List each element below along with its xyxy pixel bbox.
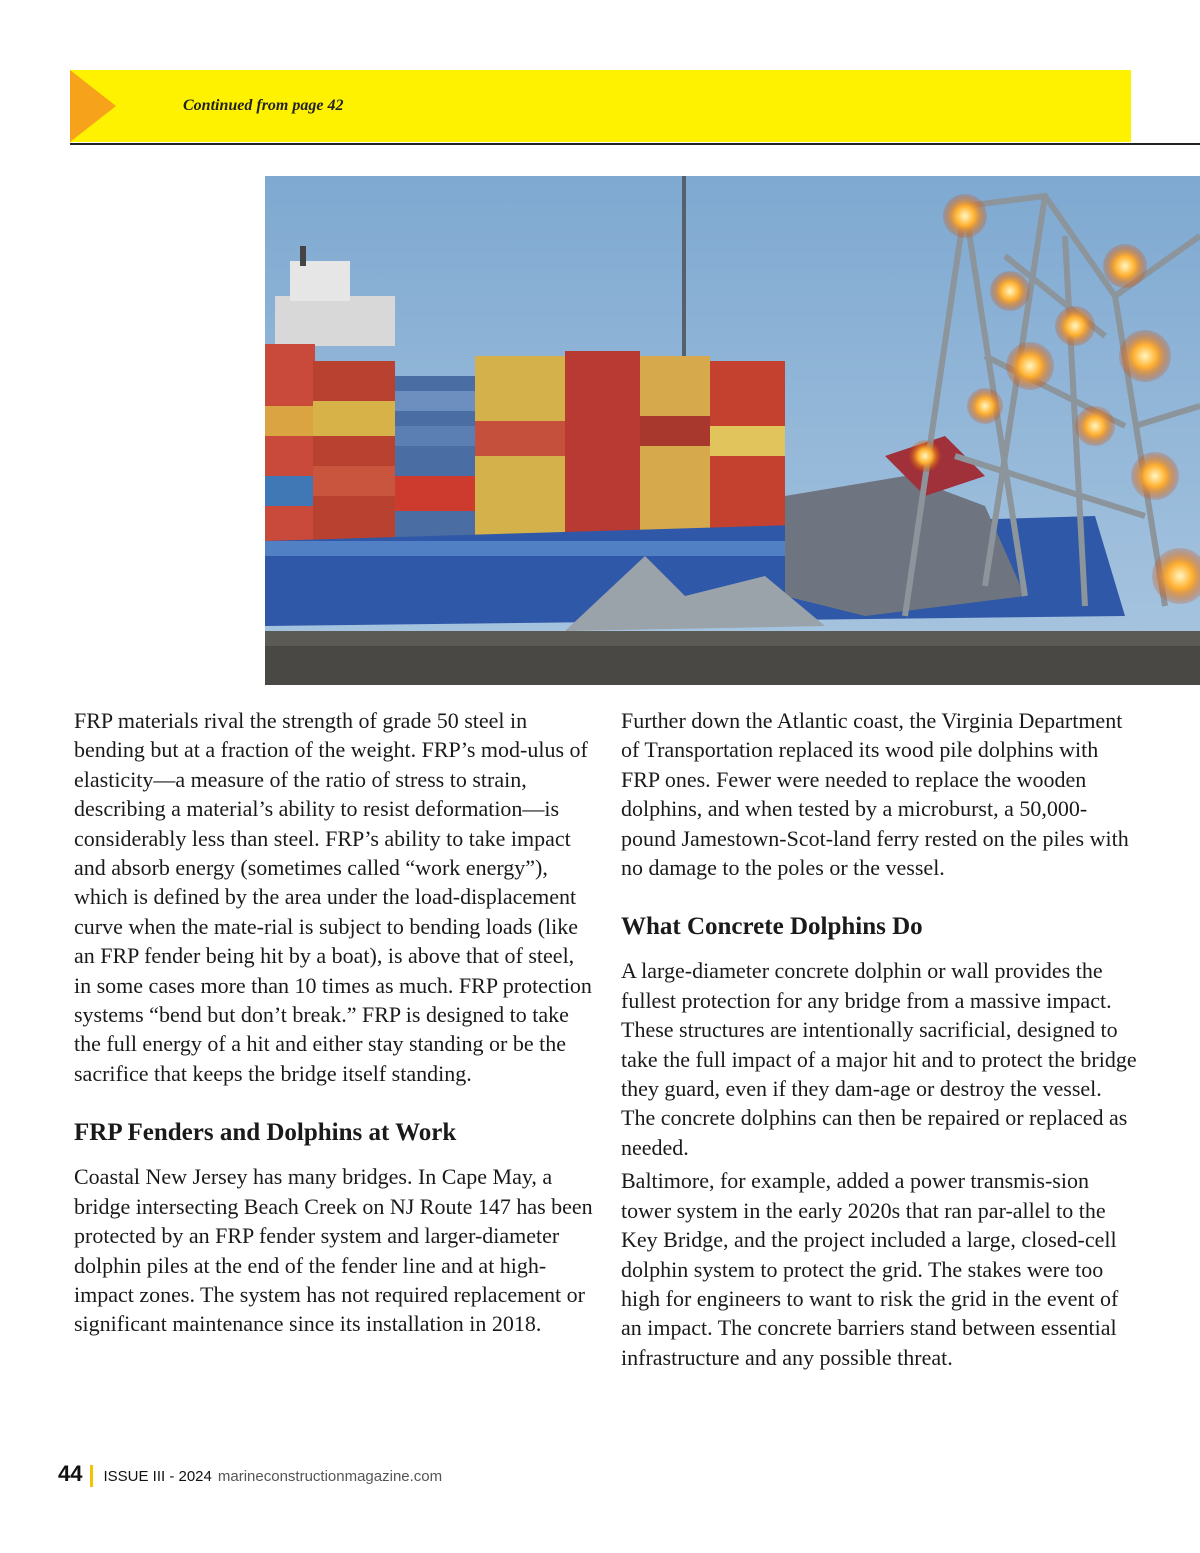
left-column (74, 706, 594, 1339)
page-footer (58, 1461, 442, 1491)
left-paragraph-1: FRP materials rival the strength of grade 50 steel in bending but at a fraction of the weight. FRP’s mod-ulus of elasticity—a measure of the ratio of stress to strain, describing a material’s ability to resist deformation—is considerably less than steel. FRP’s ability to take impact and absorb energy (sometimes called “work energy”), which is defined by the area under the load-displacement curve when the mate-rial is subject to bending loads (like an FRP fender being hit by a boat), is above that of steel, in some cases more than 10 times as much. FRP protection systems “bend but don’t break.” FRP is designed to take the full energy of a hit and either stay standing or be the sacrifice that keeps the bridge itself standing. (74, 708, 592, 1086)
footer-divider (90, 1465, 93, 1487)
website-url: marineconstructionmagazine.com (217, 1468, 443, 1485)
right-paragraph-2: A large-diameter concrete dolphin or wall provides the fullest protection for any bridge from a massive impact. These structures are intentionally sacrificial, designed to take the full impact of a major hit and to protect the bridge they guard, even if they dam-age or destroy the vessel. The concrete dolphins can then be repaired or replaced as needed. (621, 958, 1137, 1160)
right-paragraph-3: Baltimore, for example, added a power transmis-sion tower system in the early 2020s that ran par-allel to the Key Bridge, and the project included a large, closed-cell dolphin system to protect the grid. The stakes were too high for engineers to want to risk the grid in the event of an impact. The concrete barriers stand between essential infrastructure and any possible threat. (621, 1168, 1119, 1370)
continued-from-text: Continued from page 42 (183, 97, 344, 114)
page-number: 44 (58, 1461, 83, 1486)
section-heading-frp-fenders: FRP Fenders and Dolphins at Work (74, 1119, 457, 1147)
arrow-icon (70, 70, 116, 142)
header-rule (70, 143, 1200, 145)
right-paragraph-1: Further down the Atlantic coast, the Virginia Department of Transportation replaced its wood pile dolphins with FRP ones. Fewer were needed to replace the wooden dolphins, and when tested by a microburst, a 50,000-pound Jamestown-Scot-land ferry rested on the piles with no damage to the poles or the vessel. (621, 708, 1129, 881)
right-column (621, 706, 1141, 1372)
left-paragraph-2: Coastal New Jersey has many bridges. In Cape May, a bridge intersecting Beach Creek on NJ Route 147 has been protected by an FRP fender system and larger-diameter dolphin piles at the end of the fender line and at high-impact zones. The system has not required replacement or significant maintenance since its installation in 2018. (74, 1164, 593, 1337)
section-heading-concrete-dolphins: What Concrete Dolphins Do (621, 913, 923, 941)
ship-bridge-photo (265, 176, 1200, 685)
continued-banner (70, 70, 1131, 142)
issue-label: ISSUE III - 2024 (103, 1468, 212, 1485)
